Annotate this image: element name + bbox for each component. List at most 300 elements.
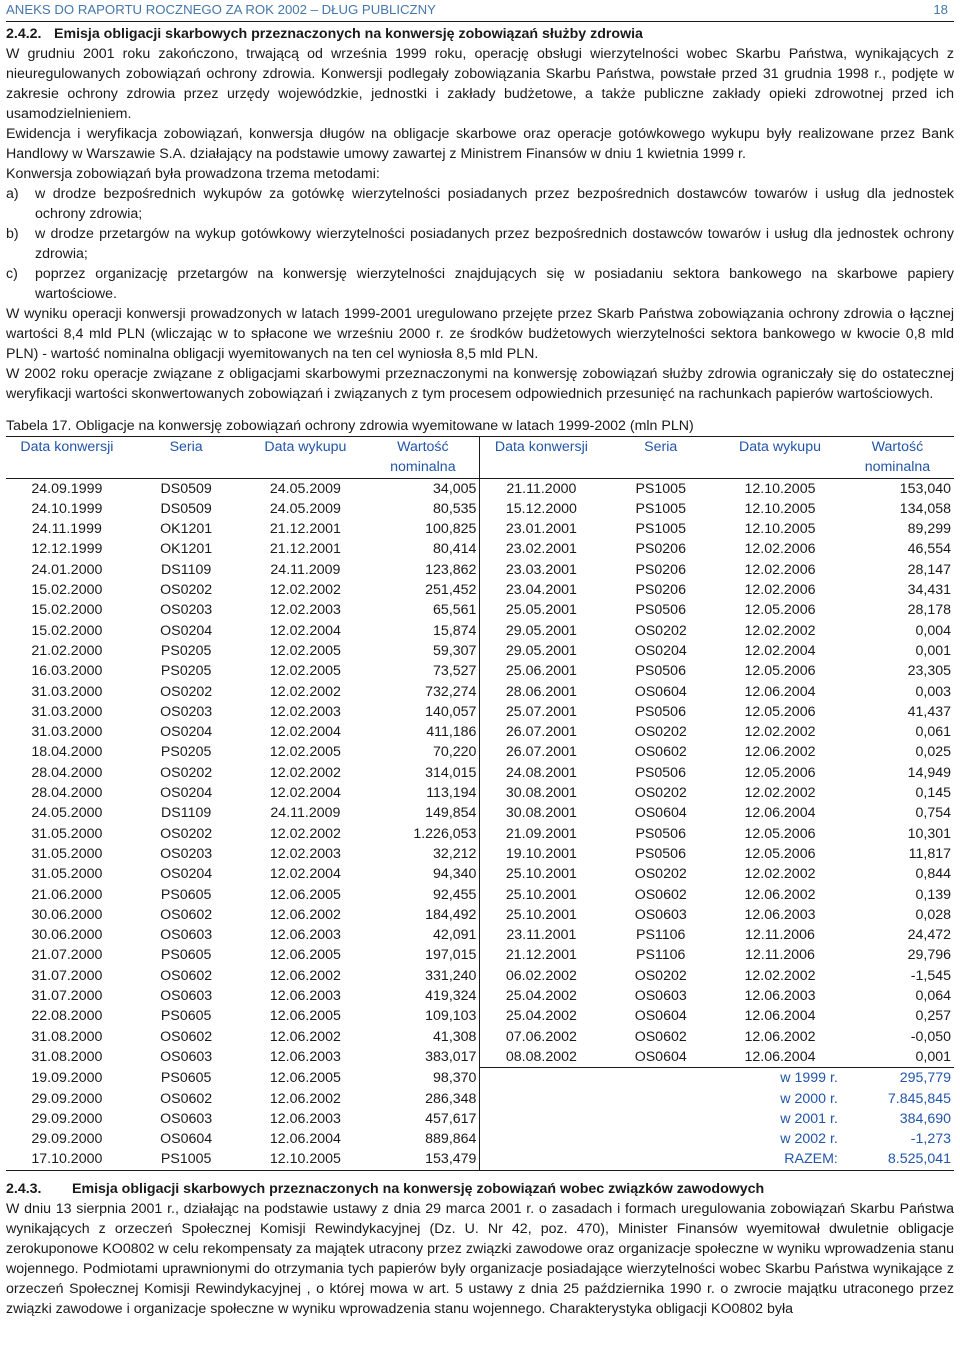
table-row <box>6 600 954 620</box>
table-cell: 24.09.1999 <box>31 480 103 497</box>
table-cell: 12.02.2003 <box>269 602 341 619</box>
table-row <box>6 661 954 681</box>
table-cell: PS0506 <box>635 602 686 619</box>
table-cell: 153,040 <box>899 480 951 497</box>
table-row <box>6 824 954 844</box>
table-cell: 18.04.2000 <box>31 744 103 761</box>
table-cell: 25.10.2001 <box>505 906 577 923</box>
table-cell: 28,178 <box>907 602 951 619</box>
table-cell: OS0204 <box>160 785 213 802</box>
table-cell: 42,091 <box>366 925 480 945</box>
table-cell: 12.02.2002 <box>744 724 816 741</box>
column-header: Wartość nominalna <box>366 437 480 479</box>
table-cell: 31.07.2000 <box>31 967 103 984</box>
table-row <box>6 1027 954 1047</box>
table-cell: 28.04.2000 <box>31 764 103 781</box>
table-cell: 34,005 <box>366 478 480 499</box>
summary-value: 8.525,041 <box>841 1149 954 1170</box>
table-cell: 113,194 <box>366 783 480 803</box>
table-cell: OS0603 <box>160 988 213 1005</box>
table-cell: OS0204 <box>634 642 687 659</box>
table-cell: PS0506 <box>635 764 686 781</box>
table-cell: 12.05.2006 <box>744 663 816 680</box>
table-cell: 30.06.2000 <box>31 906 103 923</box>
table-cell: 0,025 <box>915 744 951 761</box>
table-cell: 07.06.2002 <box>505 1028 577 1045</box>
table-cell: 12.02.2006 <box>744 541 816 558</box>
table-cell: 1.226,053 <box>366 824 480 844</box>
table-cell: 12.02.2002 <box>744 866 816 883</box>
table-cell: 12.05.2006 <box>744 703 816 720</box>
table-cell: 419,324 <box>366 986 480 1006</box>
table-cell: OS0603 <box>160 1110 213 1127</box>
table-cell: 06.02.2002 <box>505 967 577 984</box>
table-cell: 12.06.2004 <box>744 1008 816 1025</box>
table-cell: 12.06.2004 <box>744 683 816 700</box>
table-cell: 24.01.2000 <box>31 561 103 578</box>
table-row <box>6 905 954 925</box>
table-cell: OS0202 <box>160 764 213 781</box>
table-cell: PS0206 <box>635 561 686 578</box>
list-marker: b) <box>6 226 19 242</box>
summary-label: w 1999 r. <box>480 1068 841 1089</box>
table-row <box>6 478 954 499</box>
table-cell: 0,257 <box>915 1008 951 1025</box>
table-cell: 25.07.2001 <box>505 703 577 720</box>
table-cell: PS0206 <box>635 582 686 599</box>
table-cell: 31.03.2000 <box>31 683 103 700</box>
table-cell: OS0202 <box>634 622 687 639</box>
table-cell: 12.05.2006 <box>744 825 816 842</box>
table-cell: 32,212 <box>366 844 480 864</box>
table-cell: 0,004 <box>915 622 951 639</box>
paragraph: W grudniu 2001 roku zakończono, trwającą od września 1999 roku, operację obsługi wierzytelności wobec Skarbu Państwa, wynikających z nieuregulowanych zobowiązań ochrony zdrowia. Konwersji podlegały zobowiązania Skarbu Państwa, powstałe przed 31 grudnia 1998 r., podjęte w zakresie ochrony zdrowia przez urzędy wojewódzkie, jednostki i zakłady budżetowe, a także publiczne zakłady opieki zdrowotnej przed ich usamodzielnieniem. <box>6 46 954 122</box>
table-cell: 31.03.2000 <box>31 703 103 720</box>
table-cell: 11,817 <box>908 845 951 862</box>
table-cell: 24.05.2009 <box>269 500 341 517</box>
table-cell: 19.09.2000 <box>31 1069 103 1086</box>
table-cell: 46,554 <box>907 541 951 558</box>
table-row <box>6 519 954 539</box>
table-cell: OS0204 <box>160 622 213 639</box>
table-cell: 24,472 <box>907 927 951 944</box>
table-cell: 12.05.2006 <box>744 764 816 781</box>
table-cell: OS0604 <box>160 1131 213 1148</box>
column-header: Data konwersji <box>6 437 128 479</box>
table-cell: 25.06.2001 <box>505 663 577 680</box>
table-cell: 34,431 <box>907 582 951 599</box>
column-header: Data konwersji <box>480 437 602 479</box>
column-header: Seria <box>128 437 245 479</box>
table-cell: 41,308 <box>366 1027 480 1047</box>
table-cell: 140,057 <box>366 702 480 722</box>
table-cell: PS0506 <box>635 703 686 720</box>
summary-label: w 2001 r. <box>780 1110 838 1127</box>
table-cell: 12.02.2003 <box>269 845 341 862</box>
table-cell: 31.05.2000 <box>31 825 103 842</box>
table-cell: 92,455 <box>366 885 480 905</box>
table-cell: OS0202 <box>160 825 213 842</box>
table-cell: 12.02.2005 <box>269 663 341 680</box>
table-cell: 12.02.2002 <box>269 683 341 700</box>
table-cell: 12.02.2002 <box>744 785 816 802</box>
table-cell: 12.02.2004 <box>269 866 341 883</box>
table-cell: 12.02.2004 <box>744 642 816 659</box>
table-cell: OS0602 <box>634 886 687 903</box>
table-cell: PS0506 <box>635 825 686 842</box>
table-cell: 0,064 <box>915 988 951 1005</box>
table-row <box>6 722 954 742</box>
table-cell: 0,001 <box>915 1048 951 1065</box>
table-cell: 23.11.2001 <box>506 927 577 944</box>
table-cell: 12.02.2002 <box>269 582 341 599</box>
table-cell: PS1005 <box>128 1149 245 1170</box>
table-cell: 12.06.2003 <box>269 927 341 944</box>
table-cell: 23.01.2001 <box>505 521 577 538</box>
table-cell: OS0602 <box>634 744 687 761</box>
list-item <box>6 184 954 224</box>
table-cell: 12.06.2004 <box>744 805 816 822</box>
table-caption <box>6 416 954 436</box>
table-cell: 12.02.2003 <box>269 703 341 720</box>
table-cell: OK1201 <box>160 541 213 558</box>
table-cell: PS0205 <box>160 744 212 761</box>
table-cell: 31.07.2000 <box>31 988 103 1005</box>
table-row <box>6 560 954 580</box>
table-row <box>6 925 954 945</box>
table-row <box>6 1068 954 1089</box>
table-cell: 24.11.1999 <box>31 521 102 538</box>
table-cell: PS0506 <box>635 663 686 680</box>
table-cell: OS0204 <box>160 866 213 883</box>
table-cell: 30.08.2001 <box>505 785 577 802</box>
table-cell: 26.07.2001 <box>505 724 577 741</box>
table-cell: 286,348 <box>366 1089 480 1109</box>
table-row <box>6 783 954 803</box>
table-cell: OS0202 <box>634 967 687 984</box>
table-row <box>6 966 954 986</box>
table-cell: 31.08.2000 <box>31 1028 103 1045</box>
summary-label: w 2002 r. <box>780 1131 838 1148</box>
table-cell: 24.11.2009 <box>270 805 341 822</box>
table-cell: OS0604 <box>634 805 687 822</box>
table-cell: 12.02.2004 <box>269 724 341 741</box>
table-cell: OS0203 <box>160 845 213 862</box>
table-cell: 25.04.2002 <box>505 988 577 1005</box>
table-cell: OS0202 <box>160 683 213 700</box>
table-cell: 24.11.2009 <box>270 561 341 578</box>
table-cell: 30.08.2001 <box>505 805 577 822</box>
paragraph: Konwersja zobowiązań była prowadzona trzema metodami: <box>6 166 380 182</box>
table-cell: 12.06.2005 <box>269 1008 341 1025</box>
table-cell: 0,028 <box>915 906 951 923</box>
table-cell: 94,340 <box>366 864 480 884</box>
table-cell: -1,545 <box>910 967 951 984</box>
table-cell: 29.09.2000 <box>31 1131 103 1148</box>
table-cell: 314,015 <box>366 763 480 783</box>
table-cell: OS0602 <box>160 1090 213 1107</box>
table-cell: -0,050 <box>910 1028 951 1045</box>
table-cell: 12.12.1999 <box>31 541 103 558</box>
table-cell: 15.02.2000 <box>31 602 103 619</box>
table-cell: 21.06.2000 <box>31 886 103 903</box>
table-cell: 12.02.2002 <box>269 825 341 842</box>
table-cell: 12.02.2002 <box>744 967 816 984</box>
table-cell: 12.06.2003 <box>744 906 816 923</box>
summary-label: w 2000 r. <box>780 1090 838 1107</box>
table-row <box>6 1129 954 1149</box>
table-cell: OS0603 <box>160 1049 213 1066</box>
table-cell: 25.10.2001 <box>505 866 577 883</box>
table-cell: OS0203 <box>160 602 213 619</box>
table-cell: PS1005 <box>635 521 686 538</box>
table-cell: 12.02.2002 <box>744 622 816 639</box>
table-row <box>6 1109 954 1129</box>
column-header: Data wykupu <box>245 437 367 479</box>
table-cell: DS1109 <box>161 805 212 822</box>
table-cell: 80,535 <box>366 499 480 519</box>
table-cell: 12.06.2004 <box>744 1048 816 1065</box>
table-row <box>6 499 954 519</box>
section-title: Emisja obligacji skarbowych przeznaczonych na konwersję zobowiązań służby zdrowia <box>54 26 643 42</box>
table-cell: 15.02.2000 <box>31 622 103 639</box>
table-cell: DS1109 <box>161 561 212 578</box>
table-row <box>6 1006 954 1026</box>
page-number: 18 <box>933 2 948 17</box>
table-cell: 732,274 <box>366 682 480 702</box>
table-cell: 41,437 <box>907 703 951 720</box>
table-cell: 12.06.2002 <box>744 886 816 903</box>
table-cell: 134,058 <box>899 500 951 517</box>
table-cell: OS0204 <box>160 724 213 741</box>
table-cell: 12.02.2002 <box>269 764 341 781</box>
table-cell: 109,103 <box>366 1006 480 1026</box>
paragraph: Ewidencja i weryfikacja zobowiązań, konwersja długów na obligacje skarbowe oraz operacje gotówkowego wykupu były realizowane przez Bank Handlowy w Warszawie S.A. działający na podstawie umowy zawartej z Ministrem Finansów w dniu 1 kwietnia 1999 r. <box>6 126 954 162</box>
summary-value: -1,273 <box>910 1131 951 1148</box>
bond-table <box>6 436 954 1171</box>
table-row <box>6 621 954 641</box>
table-cell: 59,307 <box>366 641 480 661</box>
list-text: w drodze przetargów na wykup gotówkowy wierzytelności posiadanych przez bezpośrednich dostawców towarów i usług dla jednostek ochrony zdrowia; <box>35 226 954 262</box>
table-row <box>6 945 954 965</box>
table-cell: 23.02.2001 <box>505 541 577 558</box>
table-row <box>6 986 954 1006</box>
table-cell: OS0604 <box>634 683 687 700</box>
table-cell: 25.05.2001 <box>505 602 577 619</box>
column-header: Data wykupu <box>719 437 841 479</box>
table-cell: PS1005 <box>635 500 686 517</box>
table-cell: PS0605 <box>160 1008 212 1025</box>
table-cell: 08.08.2002 <box>505 1048 577 1065</box>
list-marker: a) <box>6 186 19 202</box>
table-row <box>6 1149 954 1170</box>
table-cell: 80,414 <box>366 539 480 559</box>
table-cell: 12.06.2004 <box>269 1131 341 1148</box>
table-cell: 12.02.2004 <box>269 622 341 639</box>
table-cell: OS0203 <box>160 703 213 720</box>
list-item <box>6 224 954 264</box>
table-cell: PS1005 <box>635 480 686 497</box>
table-row <box>6 885 954 905</box>
table-cell: 28.04.2000 <box>31 785 103 802</box>
summary-value: 7.845,845 <box>887 1090 951 1107</box>
table-cell: PS0605 <box>160 1069 212 1086</box>
table-cell: PS0206 <box>635 541 686 558</box>
table-cell: 12.11.2006 <box>745 927 815 944</box>
table-cell: 70,220 <box>366 742 480 762</box>
table-cell: 25.04.2002 <box>505 1008 577 1025</box>
table-cell: 0,145 <box>915 785 951 802</box>
table-cell: OS0602 <box>160 967 213 984</box>
table-cell: 12.06.2003 <box>744 988 816 1005</box>
table-cell: 12.06.2002 <box>269 1028 341 1045</box>
page-header <box>6 0 954 22</box>
table-row <box>6 682 954 702</box>
summary-label: RAZEM: <box>480 1149 841 1170</box>
table-cell: PS0506 <box>635 845 686 862</box>
table-cell: PS1106 <box>636 947 686 964</box>
table-cell: PS0605 <box>160 947 212 964</box>
table-cell: PS0205 <box>160 642 212 659</box>
header-title: ANEKS DO RAPORTU ROCZNEGO ZA ROK 2002 – DŁUG PUBLICZNY <box>6 2 436 17</box>
section-heading <box>6 24 954 44</box>
table-cell: 17.10.2000 <box>6 1149 128 1170</box>
table-cell: 28,147 <box>907 561 951 578</box>
table-cell: 15.12.2000 <box>505 500 577 517</box>
document-page <box>6 0 954 1319</box>
table-cell: 12.10.2005 <box>744 480 816 497</box>
table-header-row <box>6 437 954 479</box>
table-cell: 31.03.2000 <box>31 724 103 741</box>
table-cell: 21.02.2000 <box>31 642 103 659</box>
table-cell: 12.05.2006 <box>744 602 816 619</box>
list-item <box>6 264 954 304</box>
table-cell: 24.10.1999 <box>31 500 103 517</box>
table-cell: 411,186 <box>366 722 480 742</box>
table-cell: PS0205 <box>160 663 212 680</box>
table-row <box>6 539 954 559</box>
table-cell: 21.07.2000 <box>31 947 103 964</box>
table-cell: PS0605 <box>160 886 212 903</box>
table-cell: 12.06.2003 <box>269 988 341 1005</box>
column-header: Seria <box>602 437 719 479</box>
table-cell: 73,527 <box>366 661 480 681</box>
section-number: 2.4.3. <box>6 1180 42 1197</box>
table-cell: 12.11.2006 <box>745 947 815 964</box>
table-cell: 0,754 <box>915 805 951 822</box>
table-cell: 24.08.2001 <box>505 764 577 781</box>
table-cell: 0,001 <box>915 642 951 659</box>
list-marker: c) <box>6 266 18 282</box>
table-cell: 12.06.2002 <box>744 1028 816 1045</box>
table-cell: 0,844 <box>915 866 951 883</box>
table-cell: DS0509 <box>160 500 212 517</box>
table-cell: 383,017 <box>366 1047 480 1068</box>
table-cell: 29.05.2001 <box>505 622 577 639</box>
table-cell: 24.05.2009 <box>269 480 341 497</box>
table-cell: 12.10.2005 <box>245 1149 367 1170</box>
table-cell: 29.09.2000 <box>31 1090 103 1107</box>
table-cell: 12.06.2003 <box>269 1110 341 1127</box>
table-cell: 12.02.2005 <box>269 744 341 761</box>
table-cell: 889,864 <box>366 1129 480 1149</box>
table-cell: 31.05.2000 <box>31 866 103 883</box>
table-cell: 12.06.2005 <box>269 947 341 964</box>
table-cell: 21.11.2000 <box>506 480 577 497</box>
table-cell: 251,452 <box>366 580 480 600</box>
table-cell: 197,015 <box>366 945 480 965</box>
table-cell: 29.05.2001 <box>505 642 577 659</box>
table-cell: 0,061 <box>915 724 951 741</box>
column-header: Wartość nominalna <box>841 437 954 479</box>
table-cell: 89,299 <box>907 521 951 538</box>
section-title: Emisja obligacji skarbowych przeznaczonych na konwersję zobowiązań wobec związków zawodowych <box>72 1180 765 1197</box>
table-row <box>6 641 954 661</box>
table-cell: 21.12.2001 <box>505 947 577 964</box>
table-cell: 149,854 <box>366 803 480 823</box>
table-cell: 26.07.2001 <box>505 744 577 761</box>
table-cell: 457,617 <box>366 1109 480 1129</box>
table-cell: 153,479 <box>366 1149 480 1170</box>
table-cell: 21.09.2001 <box>505 825 577 842</box>
table-caption-label: Tabela 17. <box>6 418 72 434</box>
table-row <box>6 803 954 823</box>
table-cell: OS0202 <box>634 724 687 741</box>
table-row <box>6 844 954 864</box>
table-cell: DS0509 <box>160 480 212 497</box>
table-cell: 12.06.2002 <box>269 1090 341 1107</box>
table-cell: 98,370 <box>366 1068 480 1089</box>
table-cell: 21.12.2001 <box>269 541 341 558</box>
section-number: 2.4.2. <box>6 26 42 42</box>
summary-value: 295,779 <box>841 1068 954 1089</box>
table-cell: OS0602 <box>634 1028 687 1045</box>
table-cell: 31.05.2000 <box>31 845 103 862</box>
table-cell: 23.04.2001 <box>505 582 577 599</box>
table-cell: 14,949 <box>907 764 951 781</box>
table-row <box>6 1047 954 1068</box>
table-cell: 0,139 <box>915 886 951 903</box>
table-cell: 19.10.2001 <box>505 845 577 862</box>
table-cell: 184,492 <box>366 905 480 925</box>
table-cell: 23,305 <box>907 663 951 680</box>
table-cell: 65,561 <box>366 600 480 620</box>
table-cell: OS0602 <box>160 906 213 923</box>
table-cell: 12.05.2006 <box>744 845 816 862</box>
table-cell: OS0202 <box>634 785 687 802</box>
paragraph: W dniu 13 sierpnia 2001 r., działając na podstawie ustawy z dnia 29 marca 2001 r. o zasadach i formach uregulowania zobowiązań Skarbu Państwa wynikających z orzeczeń Społecznej Komisji Rewindykacyjnej (Dz. U. Nr 42, poz. 470), Minister Finansów wyemitował dwuletnie obligacje zerokuponowe KO0802 w celu rekompensaty za majątek utracony przez związki zawodowe oraz organizacje społeczne w wyniku wprowadzenia stanu wojennego. Podmiotami uprawnionymi do otrzymania tych papierów były organizacje posiadające wierzytelności wobec Skarbu Państwa wynikające z orzeczeń Społecznej Komisji Rewindykacyjnej , o której mowa w art. 5 ustawy z dnia 25 października 1990 r. o zwrocie majątku utraconego przez związki zawodowe i organizacje społeczne w wyniku wprowadzenia stanu wojennego. Charakterystyka obligacji KO0802 była <box>6 1200 954 1317</box>
list-text: w drodze bezpośrednich wykupów za gotówkę wierzytelności posiadanych przez bezpośrednich dostawców towarów i usług dla jednostek ochrony zdrowia; <box>35 186 954 222</box>
table-cell: 12.06.2002 <box>269 967 341 984</box>
table-cell: 331,240 <box>366 966 480 986</box>
table-cell: PS1106 <box>636 927 686 944</box>
table-cell: 15.02.2000 <box>31 582 103 599</box>
list-text: poprzez organizację przetargów na konwersję wierzytelności znajdujących się w posiadaniu sektora bankowego na skarbowe papiery wartościowe. <box>35 266 954 302</box>
table-cell: OS0603 <box>160 927 213 944</box>
table-cell: 30.06.2000 <box>31 927 103 944</box>
table-cell: OS0604 <box>634 1008 687 1025</box>
table-cell: 12.06.2002 <box>744 744 816 761</box>
table-cell: 12.02.2005 <box>269 642 341 659</box>
table-cell: 21.12.2001 <box>269 521 341 538</box>
table-cell: 25.10.2001 <box>505 886 577 903</box>
table-cell: OS0603 <box>634 988 687 1005</box>
table-row <box>6 763 954 783</box>
table-cell: OS0603 <box>634 906 687 923</box>
table-cell: 12.06.2005 <box>269 886 341 903</box>
table-cell: 23.03.2001 <box>505 561 577 578</box>
table-cell: 12.10.2005 <box>744 500 816 517</box>
